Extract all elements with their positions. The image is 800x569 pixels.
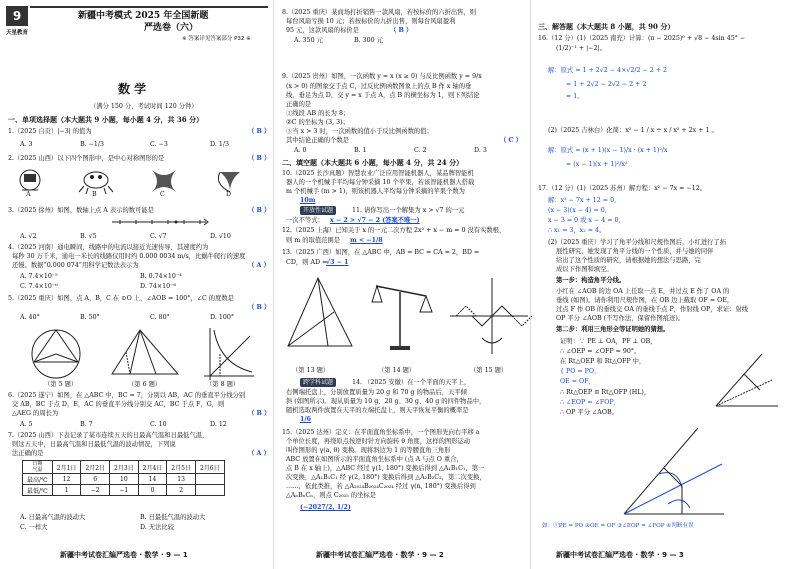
q9-option-a: A. 0 bbox=[294, 147, 307, 154]
proof-line8: ∴ OP 平分 ∠AOB。 bbox=[560, 409, 618, 416]
table-header: 2月3日 bbox=[110, 461, 139, 474]
q1-answer: （ B ） bbox=[248, 128, 271, 135]
table-header: 2月6日 bbox=[195, 461, 224, 474]
q1-option-a: A. 3 bbox=[20, 141, 33, 148]
q9-option-b: B. 1 bbox=[354, 147, 367, 154]
q2-figures bbox=[14, 166, 264, 198]
table-cell: −1 bbox=[110, 485, 139, 496]
q2-label-a: A bbox=[26, 191, 31, 198]
step1-line4: OP 平分 ∠AOB (不写作法，保留作图痕迹)。 bbox=[556, 315, 685, 322]
fig8-caption: （第 8 题） bbox=[206, 381, 240, 388]
table-cell: 1 bbox=[52, 485, 81, 496]
q4-option-c: C. 7.4×10⁻⁶ bbox=[20, 283, 58, 290]
q10-blank: 10m bbox=[300, 197, 316, 204]
table-cell: −2 bbox=[81, 485, 110, 496]
q5-option-d: D. 100° bbox=[210, 314, 234, 321]
q16-part2-solution2: = (x − 1)(x + 1)²/x² bbox=[566, 161, 628, 168]
subject-title: 数 学 bbox=[118, 82, 147, 96]
q17-part2-line3: 给出了这个性质的研究，请根据她的想法与思路，完 bbox=[556, 257, 701, 264]
bottom-summary-line: 如：①PE = PO ②OE = OF ③∠EOP = ∠FOP ④判断有误 bbox=[542, 523, 694, 529]
q15-line1: 15.（2025 达州）定义：在平面直角坐标系中，一个图形先向右平移 a bbox=[282, 429, 480, 436]
q1-option-d: D. 1/3 bbox=[210, 141, 229, 148]
q17-step3: x − 3 = 0 或 x − 4 = 0, bbox=[548, 217, 621, 224]
temperature-table bbox=[22, 460, 225, 496]
proof-line6: ∴ Rt△OEP ≌ Rt△OFP (HL)， bbox=[560, 389, 651, 396]
q14-line4: 随机选取两件放置在天平的左端托盘上，则天平恢复平衡的概率是 bbox=[286, 407, 469, 414]
angle-bisector-figure-large bbox=[618, 424, 728, 520]
q6-option-b: B. 7 bbox=[80, 421, 93, 428]
q7-line3: 法正确的是 bbox=[12, 450, 44, 457]
q9-line5: 其中结论正确的个数是 bbox=[286, 137, 349, 144]
q6-answer: （ B ） bbox=[248, 410, 271, 417]
table-header: 2月2日 bbox=[81, 461, 110, 474]
figures-13-14-15 bbox=[282, 272, 532, 364]
table-row bbox=[23, 485, 225, 496]
q17-step1: 解：x² − 7x + 12 = 0, bbox=[548, 197, 617, 204]
row-label: 最低/℃ bbox=[23, 485, 53, 496]
column-divider bbox=[530, 0, 531, 569]
q13-blank: √3 − 1 bbox=[326, 259, 349, 266]
q3-option-d: D. √10 bbox=[210, 233, 231, 240]
q2-label-b: B bbox=[92, 191, 97, 198]
q7-option-b: B. 日最低气温的波动大 bbox=[140, 514, 206, 521]
q1-option-b: B. −1/3 bbox=[80, 141, 105, 148]
q15-line7: ……，依此类推，若 △A₂₀₂₄B₂₀₂₄C₂₀₂₄ 经过 γ(n, 180°) 变换后得到 bbox=[286, 483, 476, 490]
footer-page-number: 9 — 2 bbox=[422, 551, 444, 559]
q16-line1: 16.（12 分）(1)（2025 南充）计算：(π − 2025)⁰ + √8 − 4sin 45° − bbox=[538, 35, 746, 42]
step2-heading: 第二步：利用三角形全等证明她的猜想。 bbox=[556, 326, 670, 333]
page-number-badge: 9 bbox=[6, 6, 28, 26]
q9-line2: (x > 0) 的图象交于点 C，过反比例函数图象上的点 B 作 x 轴的垂 bbox=[286, 83, 472, 90]
q14-line1: 14. （2025 安徽）在一个平面的天平上， bbox=[352, 379, 471, 386]
number-line bbox=[110, 216, 210, 230]
q7-answer: （ A ） bbox=[248, 450, 270, 457]
q6-line2: 交 AB，BC 于点 D，E，AC 的垂直平分线分别交 AC，BC 于点 F，G，则 bbox=[12, 401, 225, 408]
q2-label-d: D bbox=[226, 191, 232, 198]
table-header: 2月1日 bbox=[52, 461, 81, 474]
proof-line4: { PO = PO， bbox=[560, 368, 601, 375]
footer-page2 bbox=[316, 548, 444, 562]
angle-bisector-figure-small bbox=[712, 350, 782, 410]
corner-top: 日期 bbox=[32, 461, 43, 467]
table-header: 2月5日 bbox=[167, 461, 196, 474]
table-cell: 2 bbox=[167, 485, 196, 496]
q9-line4: 正确的是 bbox=[286, 101, 312, 108]
q17-step2: (x − 3)(x − 4) = 0, bbox=[548, 207, 607, 214]
q2-figure-d bbox=[218, 172, 240, 192]
q5-answer: （ B ） bbox=[248, 304, 271, 311]
q2-figure-a bbox=[20, 170, 40, 190]
q8-line3: 95 元，这款风扇的标价是 bbox=[286, 27, 359, 34]
q2-label-c: C bbox=[160, 191, 165, 198]
q3-answer: （ B ） bbox=[248, 207, 271, 214]
footer-text: 新疆中考试卷汇编严选卷 · 数学 · bbox=[60, 551, 167, 559]
q4-answer: （ A ） bbox=[248, 262, 270, 269]
q12-line2: 则 m 的取值范围是 bbox=[286, 237, 341, 244]
q15-blank: (−2027/2, 1/2) bbox=[300, 504, 351, 511]
fig14-caption: （第 14 题） bbox=[378, 367, 416, 374]
q10-line1: 10.（2025 长沙真题）智慧农业广泛应用智能机器人，某品牌智能机 bbox=[282, 170, 474, 177]
fig6-triangle bbox=[112, 330, 178, 374]
q16-part2: (2)（2025 吉林白）化简：x² − 1 / x ÷ x / x² + 2x + 1 。 bbox=[548, 127, 718, 134]
q14-blank: 1/6 bbox=[300, 416, 312, 423]
q5-option-c: C. 80° bbox=[150, 314, 170, 321]
q5-option-a: A. 40° bbox=[20, 314, 40, 321]
table-cell: 0 bbox=[138, 485, 167, 496]
q4-option-b: B. 0.74×10⁻⁴ bbox=[140, 273, 182, 280]
cross-discipline-tag: 跨学科试题 bbox=[300, 378, 336, 387]
q9-line1: 9.（2025 贵州）如图，一次函数 y = x (x ≥ 0) 与反比例函数 y = 9/x bbox=[282, 73, 482, 80]
q17-part2-line1: (2)（2025 重庆）学习了角平分线和尺规作图后，小红进行了拓 bbox=[548, 239, 727, 246]
q3: 3.（2025 徐州）如图，数轴上点 A 表示的数可能是 bbox=[8, 207, 154, 214]
q11-blank: x − 2 > √7 − 2 (答案不唯一) bbox=[330, 217, 420, 224]
q2: 2.（2025 山西）以下四个图形中，是中心对称图形的是 bbox=[8, 155, 165, 162]
q15-line5: 点 B 在 x 轴上)，△ABC 经过 γ(1, 180°) 变换后得到 △A₁B₁C₁，第一 bbox=[286, 465, 485, 472]
q16-solution3: = 1。 bbox=[566, 93, 584, 100]
step1-line1: 小红在 ∠AOB 的边 OA 上任取一点 E，并过点 E 作了 OA 的 bbox=[556, 288, 730, 295]
q9-item1: ①线段 AB 的长为 8； bbox=[286, 110, 350, 117]
fig13-triangle bbox=[288, 278, 352, 346]
q9-answer: （ C ） bbox=[500, 137, 522, 144]
footer-page-number: 9 — 1 bbox=[166, 551, 188, 559]
table-cell: 12 bbox=[52, 474, 81, 485]
fig6-caption: （第 6 题） bbox=[128, 381, 162, 388]
proof-line1: 证明：∵ PE ⊥ OA，PF ⊥ OB， bbox=[560, 338, 657, 345]
fig14-balance bbox=[372, 286, 432, 350]
q14-line3: 斜 (如图所示)。现从质量为 10 g、20 g、30 g、40 g 的四件物品中， bbox=[286, 398, 486, 405]
q12-blank: m < −1/8 bbox=[350, 237, 383, 244]
figures-5-6-8 bbox=[20, 324, 260, 386]
fig8-graph bbox=[204, 328, 254, 380]
fig5-circle bbox=[32, 330, 80, 378]
q8-line2: 每台风扇亏损 10 元；若按标价的九折出售，则每台风扇盈利 bbox=[286, 18, 456, 25]
q2-figure-c bbox=[152, 170, 176, 192]
q17-part2-line2: 展性研究，她发现了角平分线的一个性质，并与她的同伴 bbox=[556, 248, 714, 255]
q10-line3: m 个机械手 (m > 1)，则该机器人平均每分钟采摘的苹果个数为 bbox=[286, 188, 465, 195]
step1-heading: 第一步：构造角平分线。 bbox=[556, 277, 626, 284]
q9-item3: ③当 x > 3 时，一次函数的值小于反比例函数的值； bbox=[286, 128, 433, 135]
q7-option-c: C. 一样大 bbox=[20, 524, 48, 531]
q6-line1: 6.（2025 遂宁）如图，在 △ABC 中，BC = 7，分别以 AB，AC 的垂直平分线分别 bbox=[8, 392, 246, 399]
q15-line2: 个单位长度，再绕原点按逆时针方向旋转 θ 角度，这样的图形运动 bbox=[286, 438, 471, 445]
q17-part2-line4: 成以下作图和填空。 bbox=[556, 266, 613, 273]
open-question-tag: 开放性试题 bbox=[300, 206, 336, 215]
exam-title-line1: 新疆中考模式 2025 年全国新题 bbox=[78, 11, 209, 21]
q6-option-c: C. 10 bbox=[150, 421, 167, 428]
table-cell: 14 bbox=[138, 474, 167, 485]
q1: 1.（2025 自贡）|−3| 的值为 bbox=[8, 128, 92, 135]
q4-option-d: D. 74×10⁻⁶ bbox=[140, 283, 176, 290]
table-cell bbox=[195, 474, 224, 485]
footer-page1 bbox=[60, 548, 188, 562]
footer-page-number: 9 — 3 bbox=[662, 551, 684, 559]
q5-option-b: B. 50° bbox=[80, 314, 100, 321]
q16-part2-solution1: 解：原式 = (x + 1)(x − 1)/x · (x + 1)²/x bbox=[548, 147, 668, 154]
table-header: 2月4日 bbox=[138, 461, 167, 474]
q1-option-c: C. −3 bbox=[150, 141, 168, 148]
q8-answer: （ B ） bbox=[390, 27, 413, 34]
column-divider bbox=[273, 0, 274, 569]
q8-option-a: A. 350 元 bbox=[294, 37, 323, 44]
q7-line2: 则这五天中，日最高气温和日最低气温的波动情况，下列说 bbox=[12, 441, 176, 448]
step1-line3: 过点 F 作 OB 的垂线交 OA 的垂线于点 P，作射线 OP，求证：射线 bbox=[556, 306, 749, 313]
q16-solution2: = 1 + 2√2 − 2√2 − 2 + 2 bbox=[566, 81, 647, 88]
q2-answer: （ B ） bbox=[248, 155, 271, 162]
footer-page3 bbox=[556, 548, 684, 562]
q15-line8: △AₙBₙCₙ，则点 C₂₀₂₅ 的坐标是 bbox=[286, 492, 377, 499]
q9-option-d: D. 3 bbox=[474, 147, 487, 154]
answer-reference: ※ 答案详见答案部分 P32 ※ bbox=[182, 36, 251, 42]
proof-line5: OE = OF， bbox=[560, 378, 595, 385]
proof-line3: 在 Rt△OEP 和 Rt△OFP 中， bbox=[560, 358, 646, 365]
table-cell: 6 bbox=[81, 474, 110, 485]
q8-option-b: B. 300 元 bbox=[354, 37, 383, 44]
row-label: 最高/℃ bbox=[23, 474, 53, 485]
section-single-choice: 一、单项选择题（本大题共 9 小题，每小题 4 分，共 36 分） bbox=[8, 115, 204, 124]
fig15-coordinates bbox=[450, 278, 532, 354]
q12-line1: 12.（2025 上海）已知关于 x 的一元二次方程 2x² + x − m = 0 没有实数根， bbox=[282, 227, 506, 234]
q11-line1: 11. 请你写出一个解集为 x > √7 的一元 bbox=[352, 207, 465, 214]
footer-text: 新疆中考试卷汇编严选卷 · 数学 · bbox=[556, 551, 663, 559]
section-fill-blank: 二、填空题（本大题共 6 小题，每小题 4 分，共 24 分） bbox=[282, 158, 464, 167]
q17-line1: 17.（12 分）(1)（2025 苏州）解方程：x² − 7x = −12。 bbox=[538, 185, 707, 192]
proof-line7: ∴ ∠EOP = ∠FOP， bbox=[560, 399, 620, 406]
q11-line2: 一次不等式： bbox=[286, 217, 324, 224]
q15-line3: 叫作图形的 γ(a, θ) 变换。现将斜边为 1 的等腰直角三角形 bbox=[286, 447, 451, 454]
q4-line2: 每秒 30 万千米，通电一米长的线路仅用时约 0.000 0034 m/s，比蜗牛爬行的速度 bbox=[12, 253, 246, 260]
q6-line3: △AEG 的周长为 bbox=[12, 410, 59, 417]
proof-line2: ∴ ∠OEP = ∠OFP = 90°。 bbox=[560, 348, 641, 355]
q4-option-a: A. 7.4×10⁻⁵ bbox=[20, 273, 58, 280]
table-corner bbox=[23, 461, 53, 474]
step1-line2: 垂线 (如图)。请你利用尺规作图，在 OB 边上截取 OF = OE， bbox=[556, 297, 734, 304]
brand-logo: 天星教育 bbox=[6, 30, 29, 36]
q13-line2: CD，则 AD = bbox=[286, 259, 328, 266]
table-cell: 10 bbox=[110, 474, 139, 485]
exam-title-line2: 严选卷（六） bbox=[144, 23, 199, 33]
q7-line1: 7.（2025 山西）下表记录了某市连续五天的日最高气温和日最低气温， bbox=[8, 432, 209, 439]
q6-option-d: D. 12 bbox=[210, 421, 227, 428]
q14-line2: 右侧端托盘上，分别放置质量为 20 g 和 70 g 的物品后，天平倾 bbox=[286, 389, 467, 396]
fig15-caption: （第 15 题） bbox=[470, 367, 508, 374]
corner-bottom: 气温 bbox=[32, 467, 43, 473]
q15-line6: 次变换，△A₁B₁C₁ 经 γ(2, 180°) 变换后得到 △A₂B₂C₂，第二次变换， bbox=[286, 474, 486, 481]
q16-solution1: 解：原式 = 1 + 2√2 − 4×√2/2 − 2 + 2 bbox=[548, 67, 668, 74]
q7-option-d: D. 无法比较 bbox=[140, 524, 175, 531]
q9-line3: 线，垂足为点 D，交 y = x 于点 A，点 B 的横坐标为 1，则下列结论 bbox=[286, 92, 480, 99]
q8-line1: 8.（2025 重庆）某商场打折销售一款风扇，若按标价的六折出售，则 bbox=[282, 9, 477, 16]
fig13-caption: （第 13 题） bbox=[292, 367, 330, 374]
q9-item2: ②C 的坐标为 (3, 3)； bbox=[286, 119, 349, 126]
header-banner bbox=[6, 6, 268, 40]
q13-line1: 13.（2025 广西）如图，在 △ABC 中，AB = BC = CA = 2，BD = bbox=[282, 249, 480, 256]
q15-line4: ABC 放置在如图所示的平面直角坐标系中 (点 A 与点 O 重合， bbox=[286, 456, 463, 463]
table-header-row bbox=[23, 461, 225, 474]
exam-meta: （满分 150 分，考试时间 120 分钟） bbox=[90, 103, 198, 110]
q9-option-c: C. 2 bbox=[414, 147, 427, 154]
q5: 5.（2025 重庆）如图，点 A，B，C 在 ⊙O 上，∠AOB = 100°，∠C 的度数是 bbox=[8, 295, 234, 302]
q3-option-b: B. √5 bbox=[80, 233, 97, 240]
q6-option-a: A. 5 bbox=[20, 421, 33, 428]
footer-text: 新疆中考试卷汇编严选卷 · 数学 · bbox=[316, 551, 423, 559]
q4-line1: 4.（2025 河南）通电瞬间，线路中的电流以接近光速传导，其速度约为 bbox=[8, 244, 209, 251]
q7-option-a: A. 日最高气温的波动大 bbox=[20, 514, 86, 521]
q3-option-c: C. √7 bbox=[150, 233, 167, 240]
q16-line2: (1/2)⁻¹ + |−2|。 bbox=[556, 45, 606, 52]
q17-step4: ∴ x₁ = 3，x₂ = 4。 bbox=[548, 227, 606, 234]
q3-option-a: A. √2 bbox=[20, 233, 37, 240]
q10-line2: 器人的一个机械手平均每分钟采摘 10 个苹果，若该智能机器人搭载 bbox=[286, 179, 475, 186]
q4-line3: 还慢。数据“0.000 074”用科学记数法表示为 bbox=[12, 262, 139, 269]
section-answer-questions: 三、解答题（本大题共 8 小题，共 90 分） bbox=[538, 22, 675, 31]
table-cell: 13 bbox=[167, 474, 196, 485]
fig5-caption: （第 5 题） bbox=[44, 381, 78, 388]
table-row bbox=[23, 474, 225, 485]
table-cell bbox=[195, 485, 224, 496]
